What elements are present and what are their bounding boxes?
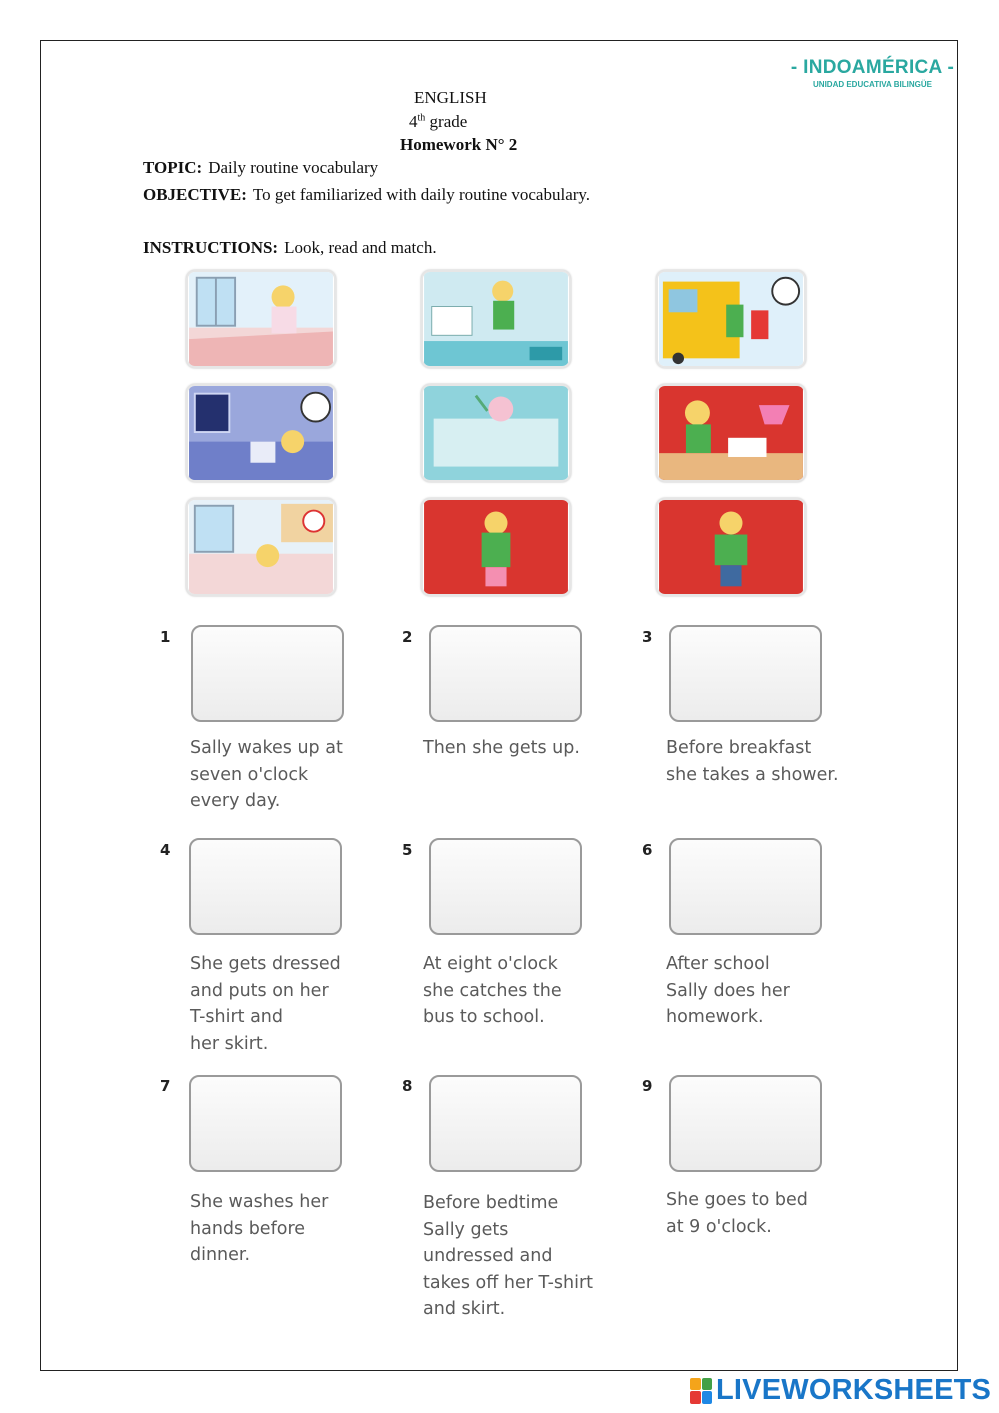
answer-box-6[interactable] (669, 838, 822, 935)
item-number-5: 5 (402, 841, 413, 859)
item-number-4: 4 (160, 841, 171, 859)
item-number-3: 3 (642, 628, 653, 646)
answer-box-8[interactable] (429, 1075, 582, 1172)
item-number-9: 9 (642, 1077, 653, 1095)
instructions-line: INSTRUCTIONS: Look, read and match. (143, 238, 437, 257)
item-text-9: She goes to bed at 9 o'clock. (666, 1190, 808, 1237)
picture-catch-bus[interactable] (656, 270, 806, 368)
picture-get-undressed[interactable] (421, 498, 571, 596)
item-number-6: 6 (642, 841, 653, 859)
picture-get-dressed[interactable] (656, 498, 806, 596)
watermark-text: LIVEWORKSHEETS (716, 1374, 992, 1406)
objective-line: OBJECTIVE: To get familiarized with daily routine vocabulary. (143, 185, 591, 204)
answer-box-7[interactable] (189, 1075, 342, 1172)
item-number-7: 7 (160, 1077, 171, 1095)
item-number-1: 1 (160, 628, 171, 646)
picture-go-to-bed[interactable] (186, 384, 336, 482)
answer-box-2[interactable] (429, 625, 582, 722)
answer-box-3[interactable] (669, 625, 822, 722)
logo-subtitle: UNIDAD EDUCATIVA BILINGÜE (813, 80, 932, 89)
picture-wash-hands[interactable] (421, 270, 571, 368)
subject-heading: ENGLISH (414, 88, 487, 107)
item-text-3: Before breakfast she takes a shower. (666, 738, 839, 785)
picture-do-homework[interactable] (656, 384, 806, 482)
item-text-4: She gets dressed and puts on her T-shirt and her skirt. (190, 954, 341, 1054)
item-number-8: 8 (402, 1077, 413, 1095)
answer-box-4[interactable] (189, 838, 342, 935)
school-logo (790, 57, 955, 89)
answer-box-5[interactable] (429, 838, 582, 935)
answer-box-9[interactable] (669, 1075, 822, 1172)
item-number-2: 2 (402, 628, 413, 646)
liveworksheets-logo-icon (690, 1378, 712, 1404)
grade-heading: 4th grade (409, 112, 468, 131)
homework-heading: Homework N° 2 (400, 135, 518, 154)
item-text-1: Sally wakes up at seven o'clock every day. (190, 738, 343, 811)
liveworksheets-watermark[interactable] (690, 1374, 991, 1407)
picture-get-up[interactable] (186, 270, 336, 368)
item-text-8: Before bedtime Sally gets undressed and takes off her T-shirt and skirt. (423, 1193, 594, 1319)
picture-wake-up[interactable] (186, 498, 336, 596)
logo-name: - INDOAMÉRICA - (790, 57, 955, 78)
item-text-5: At eight o'clock she catches the bus to school. (423, 954, 562, 1027)
item-text-6: After school Sally does her homework. (666, 954, 790, 1027)
picture-take-shower[interactable] (421, 384, 571, 482)
item-text-7: She washes her hands before dinner. (190, 1192, 329, 1265)
item-text-2: Then she gets up. (423, 738, 580, 758)
topic-line: TOPIC: Daily routine vocabulary (143, 158, 379, 177)
answer-box-1[interactable] (191, 625, 344, 722)
